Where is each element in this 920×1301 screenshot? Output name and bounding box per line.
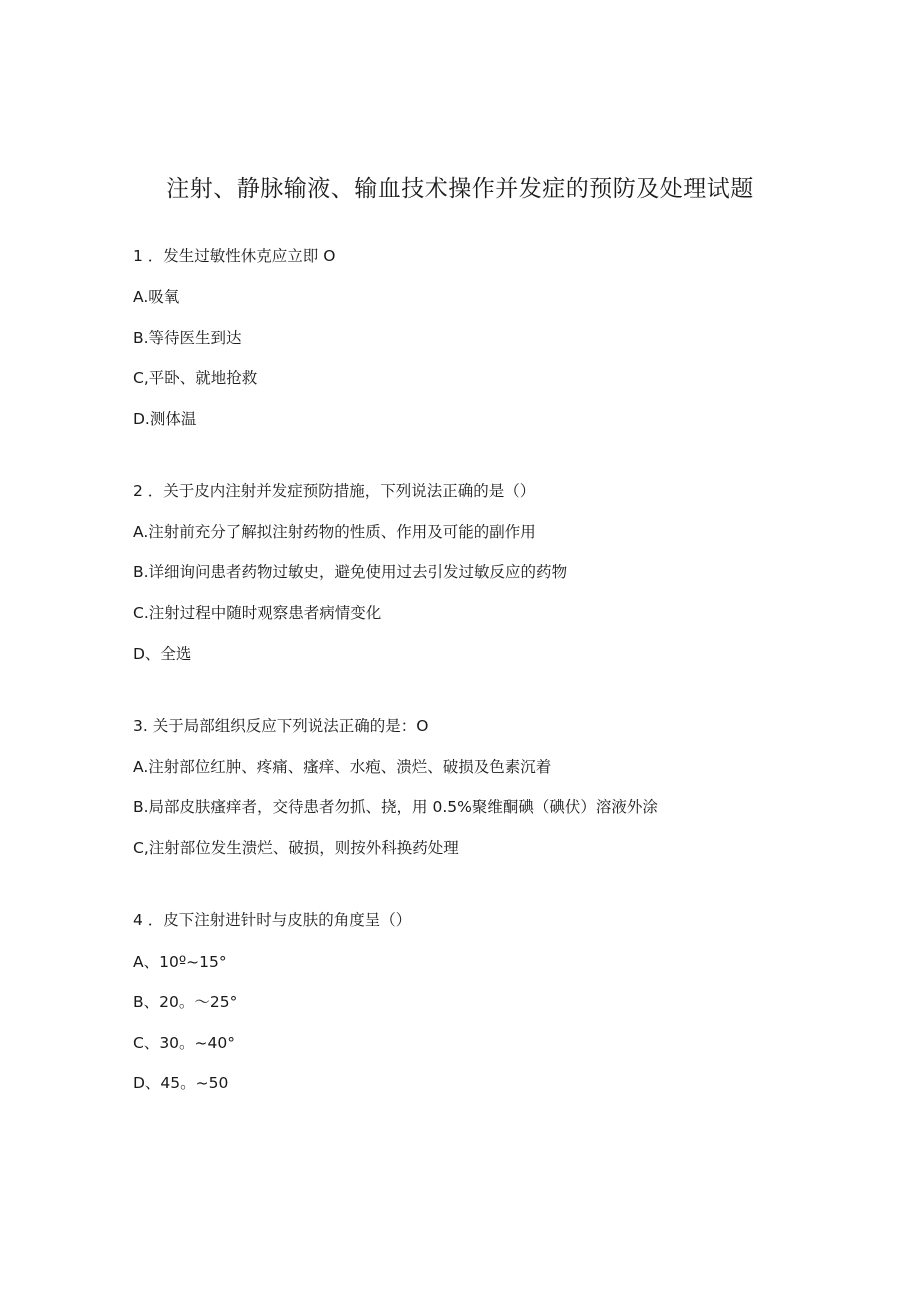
question-4-option-d: D、45。~50 (133, 1074, 229, 1092)
question-3-stem: 3. 关于局部组织反应下列说法正确的是：O (133, 717, 429, 735)
question-1-stem: 1 ．发生过敏性休克应立即 O (133, 247, 336, 265)
question-3-option-c: C,注射部位发生溃烂、破损，则按外科换药处理 (133, 839, 459, 857)
page-title: 注射、静脉输液、输血技术操作并发症的预防及处理试题 (166, 176, 754, 202)
question-1-option-d: D.测体温 (133, 410, 197, 428)
question-4-stem: 4 ．皮下注射进针时与皮肤的角度呈（） (133, 911, 412, 929)
question-2-option-c: C.注射过程中随时观察患者病情变化 (133, 604, 382, 622)
question-2-option-d: D、全选 (133, 645, 192, 663)
question-1-option-a: A.吸氧 (133, 288, 180, 306)
question-1-option-b: B.等待医生到达 (133, 329, 242, 347)
question-2-option-a: A.注射前充分了解拟注射药物的性质、作用及可能的副作用 (133, 523, 536, 541)
question-3-option-b: B.局部皮肤瘙痒者，交待患者勿抓、挠，用 0.5%聚维酮碘（碘伏）溶液外涂 (133, 798, 658, 816)
question-4-option-c: C、30。~40° (133, 1034, 236, 1052)
question-3-option-a: A.注射部位红肿、疼痛、瘙痒、水疱、溃烂、破损及色素沉着 (133, 758, 552, 776)
question-2-stem: 2 ．关于皮内注射并发症预防措施，下列说法正确的是（） (133, 482, 536, 500)
question-4-option-a: A、10º~15° (133, 953, 227, 971)
question-4-option-b: B、20。～25° (133, 993, 238, 1011)
question-2-option-b: B.详细询问患者药物过敏史，避免使用过去引发过敏反应的药物 (133, 563, 568, 581)
question-1-option-c: C,平卧、就地抢救 (133, 369, 258, 387)
